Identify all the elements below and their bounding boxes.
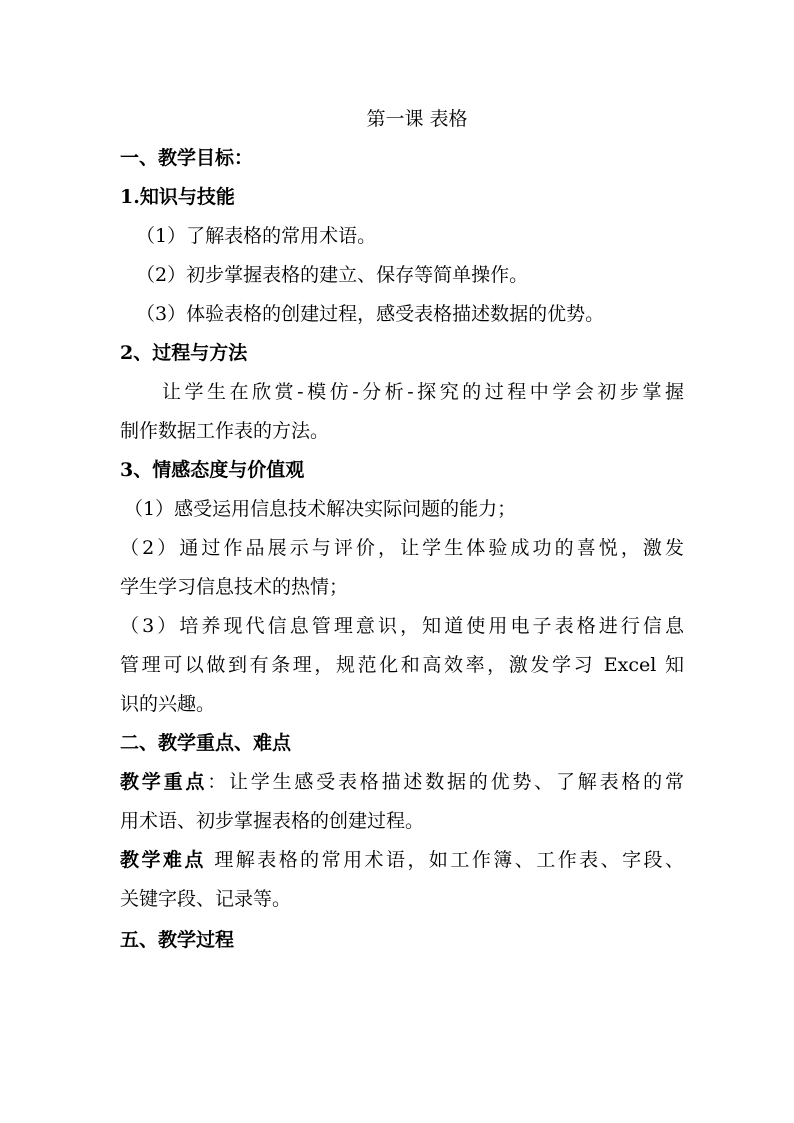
difficulty-label: 教学难点 xyxy=(120,849,206,871)
subheading-attitude-values: 3、情感态度与价值观 xyxy=(120,459,305,481)
list-item: （3）培养现代信息管理意识，知道使用电子表格进行信息 xyxy=(120,615,684,637)
key-point-line xyxy=(120,763,684,802)
key-point-text: ：让学生感受表格描述数据的优势、了解表格的常 xyxy=(207,771,684,793)
paragraph-line: 制作数据工作表的方法。 xyxy=(120,420,330,442)
subheading-knowledge-skills: 1.知识与技能 xyxy=(120,186,235,208)
difficulty-text: 理解表格的常用术语，如工作簿、工作表、字段、 xyxy=(205,849,684,871)
section-heading-objectives: 一、教学目标： xyxy=(120,147,254,169)
paragraph-line: 用术语、初步掌握表格的创建过程。 xyxy=(120,810,425,832)
paragraph-line: 让学生在欣赏-模仿-分析-探究的过程中学会初步掌握 xyxy=(162,381,684,403)
list-item: （2）初步掌握表格的建立、保存等简单操作。 xyxy=(136,264,529,286)
list-item: （3）体验表格的创建过程，感受表格描述数据的优势。 xyxy=(136,303,605,325)
subheading-process-method: 2、过程与方法 xyxy=(120,342,248,364)
paragraph-line: 识的兴趣。 xyxy=(120,693,216,715)
list-item: （2）通过作品展示与评价，让学生体验成功的喜悦，激发 xyxy=(120,537,684,559)
page-title: 第一课 表格 xyxy=(366,108,468,130)
difficulty-line xyxy=(120,841,684,880)
list-item: （1）感受运用信息技术解决实际问题的能力； xyxy=(124,498,517,520)
section-heading-process: 五、教学过程 xyxy=(120,929,235,951)
paragraph-line: 关键字段、记录等。 xyxy=(120,888,292,910)
paragraph-line: 学生学习信息技术的热情； xyxy=(120,576,349,598)
key-point-label: 教学重点 xyxy=(120,771,208,793)
paragraph-line: 管理可以做到有条理，规范化和高效率，激发学习 Excel 知 xyxy=(120,654,684,676)
list-item: （1）了解表格的常用术语。 xyxy=(136,225,377,247)
section-heading-key-points: 二、教学重点、难点 xyxy=(120,732,292,754)
